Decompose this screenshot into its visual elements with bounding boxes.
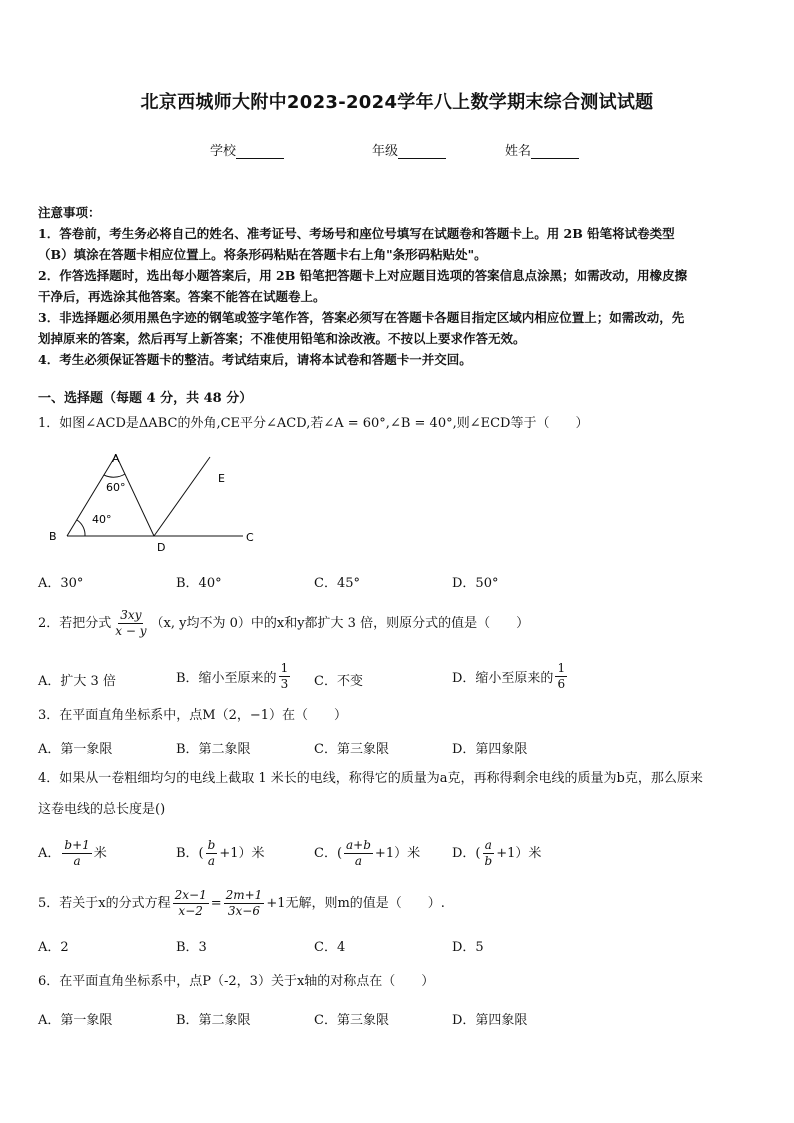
notice-line: 2．作答选择题时，选出每小题答案后，用 2B 铅笔把答题卡上对应题目选项的答案信息点涂黑；如需改动，用橡皮擦	[38, 268, 688, 283]
notice-line: 干净后，再选涂其他答案。答案不能答在试题卷上。	[38, 289, 326, 304]
school-field[interactable]	[210, 140, 284, 159]
q1-option-c[interactable]: C．45°	[314, 576, 360, 591]
q2-option-b[interactable]: B．缩小至原来的 $\frac{1}{3}$	[176, 661, 289, 691]
q2-option-d[interactable]: D．缩小至原来的 $\frac{1}{6}$	[452, 661, 566, 691]
q3-option-b[interactable]: B．第二象限	[176, 742, 251, 757]
q2-option-a[interactable]: A．扩大 3 倍	[38, 674, 116, 689]
q4-option-c[interactable]: C．( $\frac{a+b}{a}$ +1）米	[314, 838, 421, 868]
q6-option-b[interactable]: B．第二象限	[176, 1013, 251, 1028]
grade-field[interactable]	[372, 140, 446, 159]
q5-option-c[interactable]: C．4	[314, 940, 346, 955]
page-title: 北京西城师大附中2023-2024学年八上数学期末综合测试试题	[140, 92, 654, 113]
question-4-line2: 这卷电线的总长度是()	[38, 802, 166, 817]
q2-fraction: $\frac{3xy}{x - y}$	[115, 608, 147, 638]
angle-a-arc	[104, 474, 125, 477]
question-3-text: 3．在平面直角坐标系中，点M（2，−1）在（ ）	[38, 708, 348, 723]
grade-label: 年级	[372, 144, 399, 159]
q5-option-b[interactable]: B．3	[176, 940, 207, 955]
name-field[interactable]	[505, 140, 579, 159]
q6-option-d[interactable]: D．第四象限	[452, 1013, 528, 1028]
triangle-figure	[40, 445, 260, 555]
notice-line: 1．答卷前，考生务必将自己的姓名、准考证号、考场号和座位号填写在试题卷和答题卡上。用 2B 铅笔将试卷类型	[38, 226, 675, 241]
question-4-line1: 4．如果从一卷粗细均匀的电线上截取 1 米长的电线，称得它的质量为a克，再称得剩余电线的质量为b克，那么原来	[38, 771, 703, 786]
q3-option-d[interactable]: D．第四象限	[452, 742, 528, 757]
q1-option-b[interactable]: B．40°	[176, 576, 222, 591]
question-1-text: 1．如图∠ACD是ΔABC的外角,CE平分∠ACD,若∠A = 60°,∠B = 40°,则∠ECD等于（ ）	[38, 416, 589, 431]
q1-option-d[interactable]: D．50°	[452, 576, 499, 591]
q4-option-b[interactable]: B．( $\frac{b}{a}$ +1）米	[176, 838, 265, 868]
notice-line: 划掉原来的答案，然后再写上新答案；不准使用铅笔和涂改液。不按以上要求作答无效。	[38, 331, 526, 346]
q2-post: （x, y均不为 0）中的x和y都扩大 3 倍，则原分式的值是（ ）	[150, 616, 530, 631]
angle-a-label: 60°	[106, 481, 126, 494]
line-ad	[116, 455, 154, 536]
notice-block	[38, 202, 760, 370]
label-c: C	[246, 531, 254, 544]
notice-line: （B）填涂在答题卡相应位置上。将条形码粘贴在答题卡右上角"条形码粘贴处"。	[38, 247, 487, 262]
section-heading: 一、选择题（每题 4 分，共 48 分）	[38, 391, 253, 406]
label-d: D	[157, 541, 166, 554]
label-a: A	[112, 452, 120, 465]
school-label: 学校	[210, 144, 237, 159]
question-5: 5．若关于x的分式方程 $\frac{2x-1}{x-2}$ = $\frac{2m+1}{3x-6}$ +1无解，则m的值是（ ）.	[38, 888, 445, 918]
notice-line: 3．非选择题必须用黑色字迹的钢笔或签字笔作答，答案必须写在答题卡各题目指定区域内相应位置上；如需改动，先	[38, 310, 685, 325]
question-2	[38, 608, 529, 639]
q2-pre: 2．若把分式	[38, 616, 112, 631]
line-de	[154, 457, 210, 536]
question-6-text: 6．在平面直角坐标系中，点P（-2，3）关于x轴的对称点在（ ）	[38, 974, 435, 989]
q2-option-c[interactable]: C．不变	[314, 674, 363, 689]
q4-option-d[interactable]: D．( $\frac{a}{b}$ +1）米	[452, 838, 542, 868]
q3-option-c[interactable]: C．第三象限	[314, 742, 389, 757]
q1-option-a[interactable]: A．30°	[38, 576, 84, 591]
angle-b-arc	[77, 520, 85, 536]
name-label: 姓名	[505, 144, 532, 159]
q6-option-c[interactable]: C．第三象限	[314, 1013, 389, 1028]
q5-option-d[interactable]: D．5	[452, 940, 484, 955]
label-b: B	[49, 530, 57, 543]
q3-option-a[interactable]: A．第一象限	[38, 742, 113, 757]
q4-option-a[interactable]: A． $\frac{b+1}{a}$ 米	[38, 838, 107, 868]
angle-b-label: 40°	[92, 513, 112, 526]
label-e: E	[218, 472, 225, 485]
notice-heading: 注意事项：	[38, 205, 101, 220]
notice-line: 4．考生必须保证答题卡的整洁。考试结束后，请将本试卷和答题卡一并交回。	[38, 352, 472, 367]
q5-option-a[interactable]: A．2	[38, 940, 69, 955]
q6-option-a[interactable]: A．第一象限	[38, 1013, 113, 1028]
